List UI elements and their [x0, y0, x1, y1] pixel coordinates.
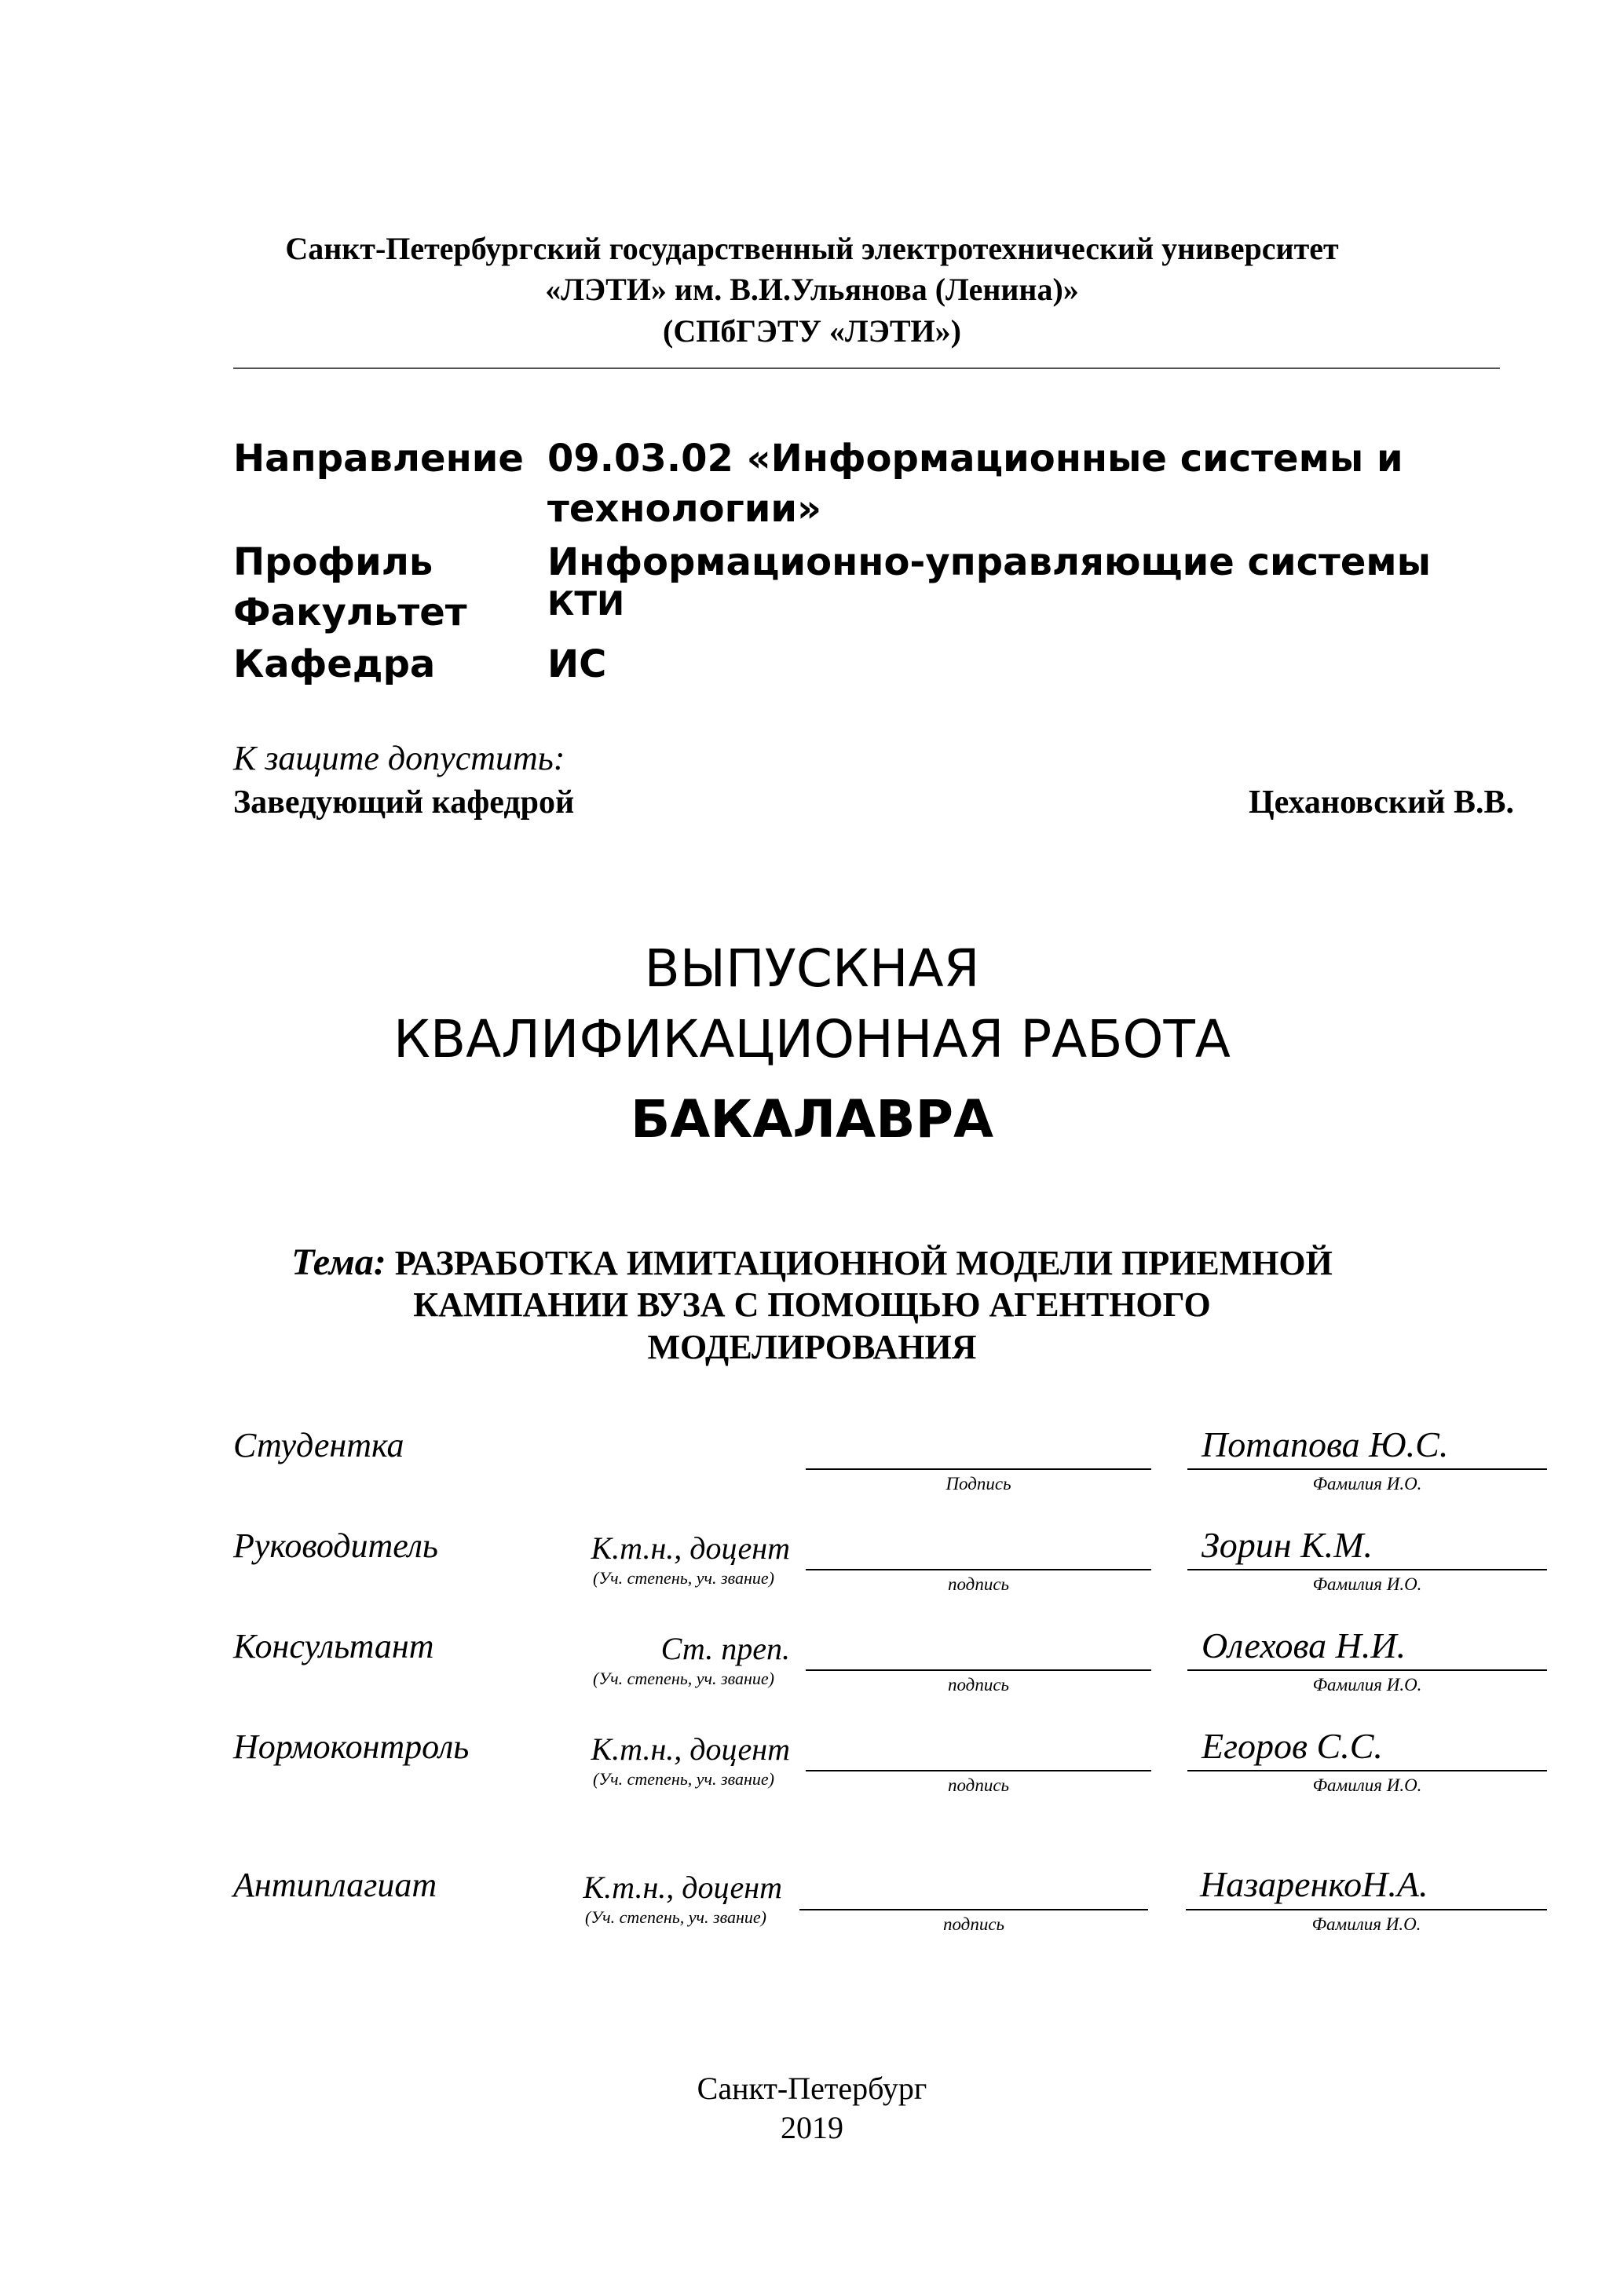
- signature-hint: подпись: [947, 1775, 1009, 1795]
- signature-role: Нормоконтроль: [233, 1727, 470, 1766]
- signature-role: Руководитель: [233, 1526, 438, 1565]
- name-hint: Фамилия И.О.: [1312, 1574, 1422, 1594]
- signature-degree: К.т.н., доцент: [591, 1731, 790, 1767]
- signature-role: Консультант: [233, 1627, 434, 1665]
- faculty-label: Факультет: [233, 590, 467, 634]
- department-label: Кафедра: [233, 642, 436, 686]
- title-line2: КВАЛИФИКАЦИОННАЯ РАБОТА: [393, 1009, 1231, 1069]
- signature-degree-hint: (Уч. степень, уч. звание): [593, 1669, 774, 1688]
- topic-label: Тема:: [291, 1241, 386, 1283]
- signature-line: [806, 1569, 1151, 1570]
- signature-degree-hint: (Уч. степень, уч. звание): [593, 1769, 774, 1789]
- head-of-department-label: Заведующий кафедрой: [233, 784, 575, 821]
- name-line: [1186, 1909, 1547, 1910]
- signature-hint: подпись: [947, 1675, 1009, 1695]
- department-value: ИС: [547, 642, 607, 686]
- topic-text: РАЗРАБОТКА ИМИТАЦИОННОЙ МОДЕЛИ ПРИЕМНОЙ: [394, 1244, 1333, 1282]
- title-degree: БАКАЛАВРА: [630, 1089, 994, 1150]
- signature-name: Зорин К.М.: [1202, 1525, 1373, 1565]
- topic-line2: КАМПАНИИ ВУЗА С ПОМОЩЬЮ АГЕНТНОГО: [413, 1285, 1211, 1324]
- name-line: [1187, 1669, 1547, 1671]
- signature-role: Студентка: [233, 1426, 404, 1464]
- signature-line: [806, 1669, 1151, 1671]
- signature-role: Антиплагиат: [233, 1866, 437, 1904]
- name-line: [1187, 1468, 1547, 1470]
- signature-line: [806, 1468, 1151, 1470]
- university-abbr: (СПбГЭТУ «ЛЭТИ»): [663, 313, 961, 349]
- name-hint: Фамилия И.О.: [1312, 1675, 1422, 1695]
- direction-value: 09.03.02 «Информационные системы и: [547, 437, 1403, 481]
- university-name: Санкт-Петербургский государственный электротехнический университет: [285, 231, 1339, 266]
- signature-degree: К.т.н., доцент: [583, 1870, 782, 1905]
- signature-degree: К.т.н., доцент: [591, 1530, 790, 1566]
- year: 2019: [781, 2110, 843, 2145]
- profile-value: Информационно-управляющие системы: [547, 540, 1432, 584]
- signature-degree-hint: (Уч. степень, уч. звание): [585, 1907, 766, 1927]
- name-hint: Фамилия И.О.: [1312, 1474, 1422, 1493]
- faculty-value: КТИ: [547, 584, 625, 623]
- signature-name: Олехова Н.И.: [1202, 1625, 1406, 1665]
- signature-line: [806, 1770, 1151, 1771]
- signature-line: [799, 1909, 1148, 1910]
- name-line: [1187, 1569, 1547, 1570]
- name-hint: Фамилия И.О.: [1312, 1775, 1422, 1795]
- signature-hint: Подпись: [946, 1474, 1011, 1493]
- signature-hint: подпись: [947, 1574, 1009, 1594]
- direction-value-cont: технологии»: [547, 487, 821, 531]
- signature-name: НазаренкоН.А.: [1200, 1864, 1428, 1904]
- title-line1: ВЫПУСКНАЯ: [644, 938, 980, 999]
- city: Санкт-Петербург: [697, 2071, 927, 2106]
- name-line: [1187, 1770, 1547, 1771]
- direction-label: Направление: [233, 437, 524, 481]
- header-divider: [233, 367, 1500, 369]
- signature-name: Егоров С.С.: [1202, 1726, 1383, 1766]
- signature-name: Потапова Ю.С.: [1202, 1424, 1449, 1464]
- signature-hint: подпись: [942, 1914, 1004, 1934]
- signature-degree-hint: (Уч. степень, уч. звание): [593, 1568, 774, 1588]
- name-hint: Фамилия И.О.: [1311, 1914, 1421, 1934]
- profile-label: Профиль: [233, 540, 433, 584]
- topic-line1: [0, 1241, 1624, 1284]
- head-of-department-name: Цехановский В.В.: [1248, 784, 1514, 821]
- admission-note: К защите допустить:: [233, 739, 565, 777]
- university-name-line2: «ЛЭТИ» им. В.И.Ульянова (Ленина)»: [545, 272, 1079, 307]
- signature-degree: Ст. преп.: [660, 1631, 790, 1666]
- topic-line3: МОДЕЛИРОВАНИЯ: [647, 1328, 977, 1366]
